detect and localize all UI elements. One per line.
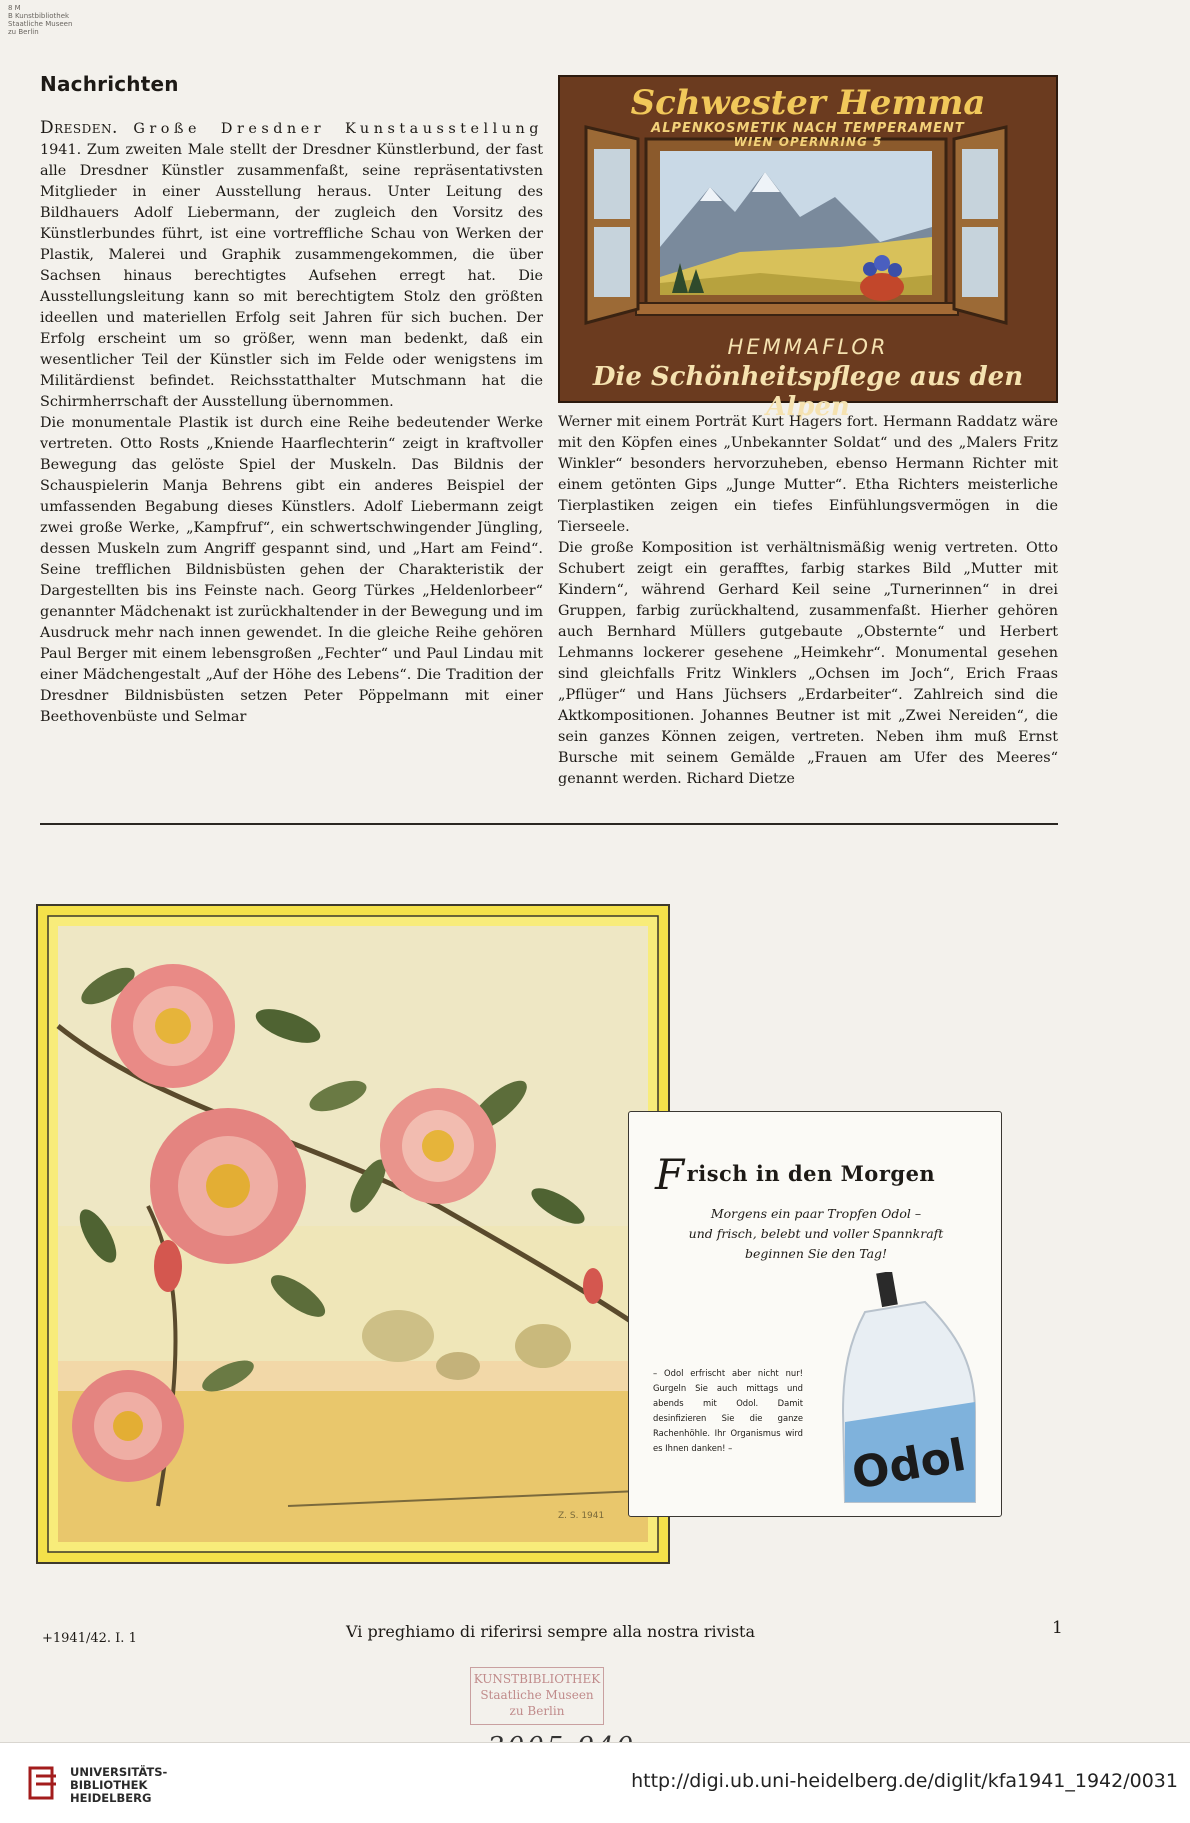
issue-number: +1941/42. I. 1 <box>42 1631 137 1646</box>
stamp-line: zu Berlin <box>509 1704 565 1718</box>
ad-product-name: HEMMAFLOR <box>727 335 889 359</box>
permalink-url[interactable]: http://digi.ub.uni-heidelberg.de/diglit/kfa1941_1942/0031 <box>631 1770 1178 1792</box>
page-number: 1 <box>1052 1618 1063 1638</box>
footer-note: Vi preghiamo di riferirsi sempre alla nostra rivista <box>346 1622 756 1641</box>
ad-headline <box>655 1150 995 1199</box>
tagline-line: beginnen Sie den Tag! <box>744 1246 888 1261</box>
rose-flower <box>380 1088 496 1204</box>
rose-bud <box>154 1240 182 1292</box>
lead-word: Dresden. <box>40 118 118 138</box>
institution-line: BIBLIOTHEK <box>70 1778 148 1792</box>
article-column-right <box>558 412 1058 790</box>
rose-flower <box>150 1108 306 1264</box>
library-stamp-line: zu Berlin <box>8 28 39 36</box>
paragraph: Die große Komposition ist verhältnismäßig wenig vertreten. Otto Schubert zeigt ein gerafftes, farbig starkes Bild „Mutter mit Kindern“, während Gerhard Keil seine „Turnerinnen“ in drei Gruppen, farbig zurückhaltend, zusammenfaßt. Hierher gehören auch Bernhard Müllers gutgebaute „Obsternte“ und Herbert Lehmanns lockerer gesehene „Heimkehr“. Monumental gesehen sind gleichfalls Fritz Winklers „Ochsen im Joch“, Erich Fraas „Pflüger“ und Hans Jüchsers „Erdarbeiter“. Zahlreich sind die Aktkompositionen. Johannes Beutner ist mit „Zwei Nereiden“, die sein ganzes Können zeigen, vertreten. Neben ihm muß Ernst Bursche mit seinem Gemälde „Frauen am Ufer des Meeres“ genannt werden. Richard Dietze <box>558 540 1058 787</box>
paragraph: Werner mit einem Porträt Kurt Hagers fort. Hermann Raddatz wäre mit den Köpfen eines „Unbekannter Soldat“ und des „Malers Fritz Winkler“ besonders hervorzuheben, ebenso Hermann Richter mit einem getönten Gips „Junge Mutter“. Etha Richters meisterliche Tierplastiken zeigen ein tiefes Einfühlungsvermögen in die Tierseele. <box>558 414 1058 535</box>
lead-title: Große Dresdner Kunstausstellung <box>133 121 543 137</box>
paragraph: Die monumentale Plastik ist durch eine Reihe bedeutender Werke vertreten. Otto Rosts „Kniende Haarflechterin“ zeigt in kraftvoller Bewegung das gelöste Spiel der Muskeln. Das Bildnis der Schauspielerin Manja Behrens gibt ein anderes Beispiel der umfassenden Begabung dieses Künstlers. Adolf Liebermann zeigt zwei große Werke, „Kampfruf“, ein schwertschwingender Jüngling, dessen Muskeln zum Angriff gespannt sind, und „Hart am Feind“. Seine trefflichen Bildnisbüsten gehen der Charakteristik der Dargestellten bis ins Feinste nach. Georg Türkes „Heldenlorbeer“ genannter Mädchenakt ist zurückhaltender in der Bewegung und im Ausdruck mehr nach innen gewendet. In die gleiche Reihe gehören Paul Berger mit einem lebensgroßen „Fechter“ und Paul Lindau mit einer Mädchengestalt „Auf der Höhe des Lebens“. Die Tradition der Dresdner Bildnisbüsten setzen Peter Pöppelmann mit einer Beethovenbüste und Selmar <box>40 415 543 725</box>
university-logo-icon <box>26 1764 60 1804</box>
rose-flower <box>111 964 235 1088</box>
ad-slogan: Die Schönheitspflege aus den Alpen <box>592 362 1024 422</box>
article-column-left <box>40 118 543 728</box>
library-stamp-line: Staatliche Museen <box>8 20 73 28</box>
headline-initial: F <box>655 1150 685 1199</box>
library-stamp-line: 8 M <box>8 4 21 12</box>
horizontal-rule <box>40 823 1058 825</box>
ad-tagline: ALPENKOSMETIK NACH TEMPERAMENT <box>651 121 965 136</box>
section-heading: Nachrichten <box>40 72 179 96</box>
paragraph: 1941. Zum zweiten Male stellt der Dresdner Künstlerbund, der fast alle Dresdner Künstler zusammenfaßt, seine repräsentativsten Mitglieder in einer Ausstellung heraus. Unter Leitung des Bildhauers Adolf Liebermann, der zugleich den Vorsitz des Künstlerbundes führt, ist eine vortreffliche Schau von Werken der Plastik, Malerei und Graphik zusammengekommen, die über Sachsen hinaus berechtigtes Aufsehen erregt hat. Die Ausstellungsleitung kann so mit berechtigtem Stolz den größten ideellen und materiellen Erfolg seit Jahren für sich buchen. Der Erfolg erscheint um so größer, wenn man bedenkt, daß ein wesentlicher Teil der Künstler sich im Felde oder wenigstens im Militärdienst befindet. Reichsstatthalter Mutschmann hat die Schirmherrschaft der Ausstellung übernommen. <box>40 142 543 410</box>
library-stamp-line: B Kunstbibliothek <box>8 12 70 20</box>
institution-line: HEIDELBERG <box>70 1791 152 1805</box>
ad-brand: Schwester Hemma <box>630 83 986 123</box>
painting-signature: Z. S. 1941 <box>558 1511 605 1521</box>
institution-line: UNIVERSITÄTS- <box>70 1765 168 1779</box>
article-lead <box>40 118 543 413</box>
flower-painting <box>36 904 670 1564</box>
ad-address: WIEN OPERNRING 5 <box>733 135 883 149</box>
institution-name <box>70 1766 167 1805</box>
tagline-line: Morgens ein paar Tropfen Odol – <box>710 1206 922 1221</box>
rose-bud <box>583 1268 603 1304</box>
library-stamp <box>8 4 98 36</box>
stamp-line: KUNSTBIBLIOTHEK <box>473 1672 601 1686</box>
archive-stamp <box>470 1667 604 1725</box>
bottle-label: Odol <box>848 1429 970 1500</box>
headline-rest: risch in den Morgen <box>686 1161 936 1186</box>
ad-tagline <box>649 1204 983 1264</box>
ad-schwester-hemma[interactable] <box>558 75 1058 422</box>
stamp-line: Staatliche Museen <box>480 1688 594 1702</box>
odol-bottle-icon <box>825 1272 985 1512</box>
ad-body-text: – Odol erfrischt aber nicht nur! Gurgeln Sie auch mittags und abends mit Odol. Damit desinfizieren Sie die ganze Rachenhöhle. Ihr Organismus wird es Ihnen danken! – <box>653 1368 803 1453</box>
rose-flower <box>72 1370 184 1482</box>
ad-odol[interactable] <box>628 1111 1002 1517</box>
wild-rose-illustration <box>38 906 668 1562</box>
tagline-line: und frisch, belebt und voller Spannkraft <box>688 1226 944 1241</box>
